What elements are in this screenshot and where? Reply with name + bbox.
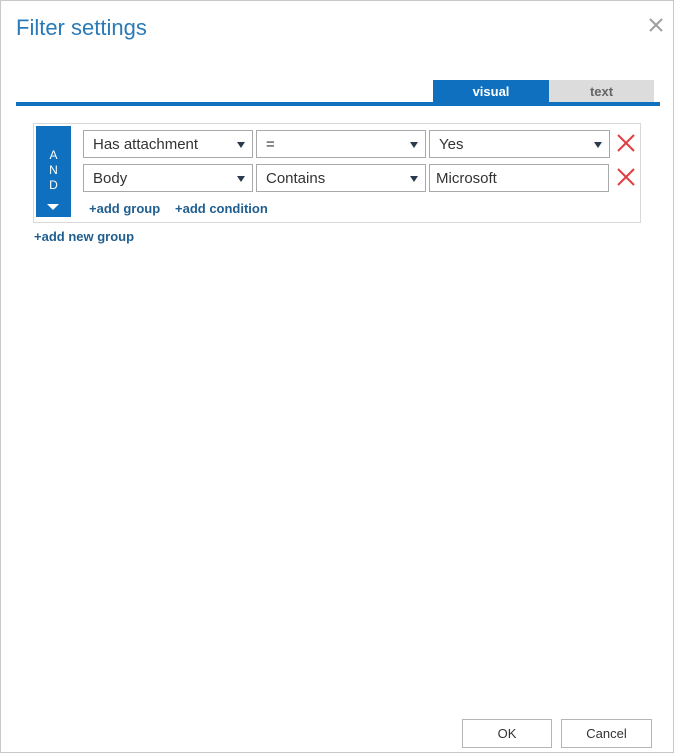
tab-underline bbox=[16, 102, 660, 106]
operator-letter: A bbox=[49, 148, 58, 162]
value-select-value: Yes bbox=[439, 136, 464, 153]
tab-text[interactable]: text bbox=[549, 80, 654, 102]
operator-letter: D bbox=[49, 178, 58, 192]
operator-select[interactable] bbox=[256, 130, 426, 158]
field-select[interactable] bbox=[83, 164, 253, 192]
field-select-value: Has attachment bbox=[93, 136, 199, 153]
chevron-down-icon bbox=[410, 142, 418, 148]
operator-select[interactable] bbox=[256, 164, 426, 192]
delete-condition-icon[interactable] bbox=[615, 132, 637, 154]
value-select[interactable] bbox=[429, 130, 610, 158]
chevron-down-icon bbox=[47, 204, 59, 210]
field-select[interactable] bbox=[83, 130, 253, 158]
chevron-down-icon bbox=[237, 142, 245, 148]
add-new-group-link[interactable]: +add new group bbox=[34, 229, 135, 244]
chevron-down-icon bbox=[237, 176, 245, 182]
add-group-link[interactable]: +add group bbox=[89, 201, 161, 216]
group-operator-toggle[interactable] bbox=[36, 126, 71, 217]
operator-letter: N bbox=[49, 163, 58, 177]
value-text-input[interactable] bbox=[430, 165, 608, 191]
operator-select-value: Contains bbox=[266, 170, 326, 187]
add-condition-link[interactable]: +add condition bbox=[175, 201, 268, 216]
dialog-title: Filter settings bbox=[16, 15, 147, 40]
close-icon[interactable] bbox=[646, 15, 666, 35]
operator-select-value: = bbox=[266, 136, 275, 153]
chevron-down-icon bbox=[410, 176, 418, 182]
delete-condition-icon[interactable] bbox=[615, 166, 637, 188]
field-select-value: Body bbox=[93, 170, 128, 187]
cancel-button[interactable]: Cancel bbox=[561, 719, 652, 748]
tab-visual[interactable]: visual bbox=[433, 80, 549, 102]
chevron-down-icon bbox=[594, 142, 602, 148]
value-input[interactable] bbox=[429, 164, 609, 192]
ok-button[interactable]: OK bbox=[462, 719, 552, 748]
view-tabs bbox=[433, 80, 654, 102]
